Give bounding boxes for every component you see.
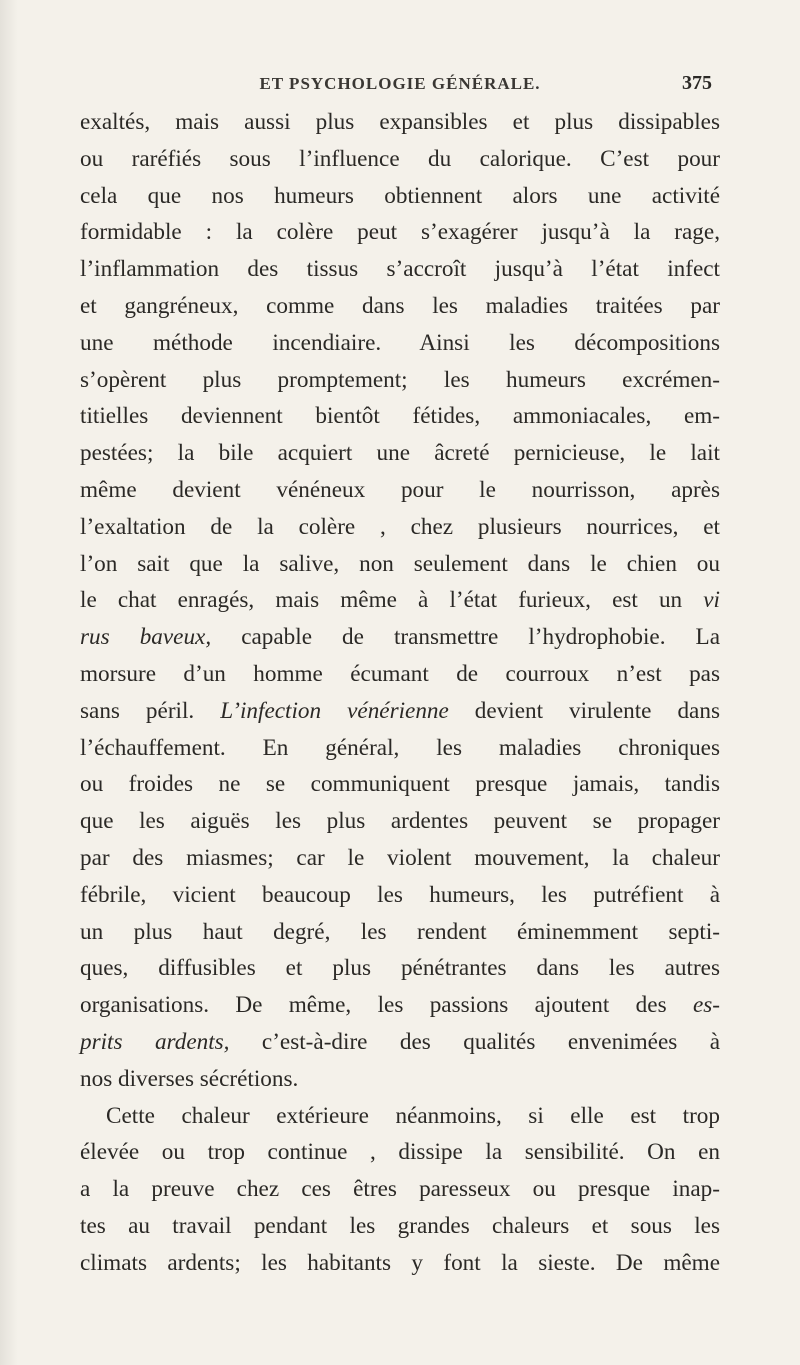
text-span: ou froides ne se communiquent presque jamais, tandis	[80, 771, 720, 798]
text-span: climats ardents; les habitants y font la sieste. De même	[80, 1249, 720, 1276]
text-span: et gangréneux, comme dans les maladies traitées par	[80, 292, 720, 319]
paragraph-1	[80, 104, 720, 1098]
text-line	[80, 1208, 720, 1245]
text-line	[80, 178, 720, 215]
text-line	[80, 730, 720, 767]
text-span: fébrile, vicient beaucoup les humeurs, les putréfient à	[80, 881, 720, 908]
text-line	[80, 840, 720, 877]
text-span: capable de transmettre l’hydrophobie. La	[211, 624, 720, 651]
book-page	[80, 64, 720, 1282]
text-line	[80, 803, 720, 840]
text-line	[80, 288, 720, 325]
text-span: sans péril.	[80, 697, 221, 724]
text-span: exaltés, mais aussi plus expansibles et plus dissipables	[80, 109, 720, 135]
text-line	[80, 1245, 720, 1282]
text-span: tes au travail pendant les grandes chaleurs et sous les	[80, 1212, 720, 1239]
text-span: morsure d’un homme écumant de courroux n’est pas	[80, 660, 720, 687]
text-line	[80, 914, 720, 951]
text-span: ques, diffusibles et plus pénétrantes dans les autres	[80, 955, 720, 982]
text-line	[80, 1134, 720, 1171]
text-line	[80, 398, 720, 435]
text-line	[80, 582, 720, 619]
text-line	[80, 1171, 720, 1208]
text-span: l’échauffement. En général, les maladies chroniques	[80, 734, 720, 761]
italic-text: vi	[703, 587, 720, 614]
text-span: a la preuve chez ces êtres paresseux ou presque inap-	[80, 1176, 720, 1203]
page-gutter-shadow	[0, 0, 18, 1365]
text-span: s’opèrent plus promptement; les humeurs excrémen-	[80, 366, 720, 393]
text-line	[80, 104, 720, 141]
text-span: l’inflammation des tissus s’accroît jusqu’à l’état infect	[80, 256, 720, 283]
text-span: ou raréfiés sous l’influence du calorique. C’est pour	[80, 145, 720, 172]
text-span: nos diverses sécrétions.	[80, 1065, 299, 1092]
text-span: même devient vénéneux pour le nourrisson, après	[80, 476, 720, 503]
text-line	[80, 950, 720, 987]
text-span: une méthode incendiaire. Ainsi les décompositions	[80, 329, 720, 356]
italic-text: prits ardents,	[80, 1028, 230, 1055]
running-head-title: ET PSYCHOLOGIE GÉNÉRALE.	[259, 74, 541, 93]
text-span: organisations. De même, les passions ajoutent des	[80, 992, 693, 1019]
text-line	[80, 362, 720, 399]
text-span: cela que nos humeurs obtiennent alors une activité	[80, 182, 720, 209]
text-line	[80, 1061, 720, 1098]
text-line	[80, 325, 720, 362]
text-span: l’on sait que la salive, non seulement dans le chien ou	[80, 550, 720, 577]
italic-text: L’infection vénérienne	[220, 697, 449, 724]
text-span: par des miasmes; car le violent mouvement, la chaleur	[80, 844, 720, 871]
text-span: le chat enragés, mais même à l’état furieux, est un	[80, 587, 704, 614]
text-span: devient virulente dans	[448, 697, 720, 724]
italic-text: es-	[692, 992, 720, 1019]
text-line	[80, 987, 720, 1024]
text-span: l’exaltation de la colère , chez plusieurs nourrices, et	[80, 513, 720, 540]
paragraph-2	[80, 1098, 720, 1282]
text-line	[80, 693, 720, 730]
text-line	[80, 546, 720, 583]
text-line	[80, 214, 720, 251]
text-line	[80, 141, 720, 178]
text-line	[80, 766, 720, 803]
text-line	[80, 435, 720, 472]
text-span: pestées; la bile acquiert une âcreté pernicieuse, le lait	[80, 440, 720, 467]
text-span: élevée ou trop continue , dissipe la sensibilité. On en	[80, 1139, 720, 1166]
italic-text: rus baveux,	[80, 624, 212, 651]
text-line	[80, 877, 720, 914]
page-number: 375	[682, 72, 712, 94]
text-span: que les aiguës les plus ardentes peuvent se propager	[80, 808, 720, 835]
text-span: un plus haut degré, les rendent éminemment septi-	[80, 918, 720, 945]
text-line	[80, 619, 720, 656]
text-line	[80, 472, 720, 509]
text-span: Cette chaleur extérieure néanmoins, si elle est trop	[106, 1102, 720, 1129]
text-span: titielles deviennent bientôt fétides, ammoniacales, em-	[80, 403, 720, 430]
text-line	[80, 656, 720, 693]
text-line	[80, 1098, 720, 1135]
text-span: formidable : la colère peut s’exagérer jusqu’à la rage,	[80, 219, 720, 246]
text-line	[80, 509, 720, 546]
text-line	[80, 1024, 720, 1061]
text-span: c’est-à-dire des qualités envenimées à	[229, 1028, 720, 1055]
running-head	[80, 64, 720, 104]
text-line	[80, 251, 720, 288]
